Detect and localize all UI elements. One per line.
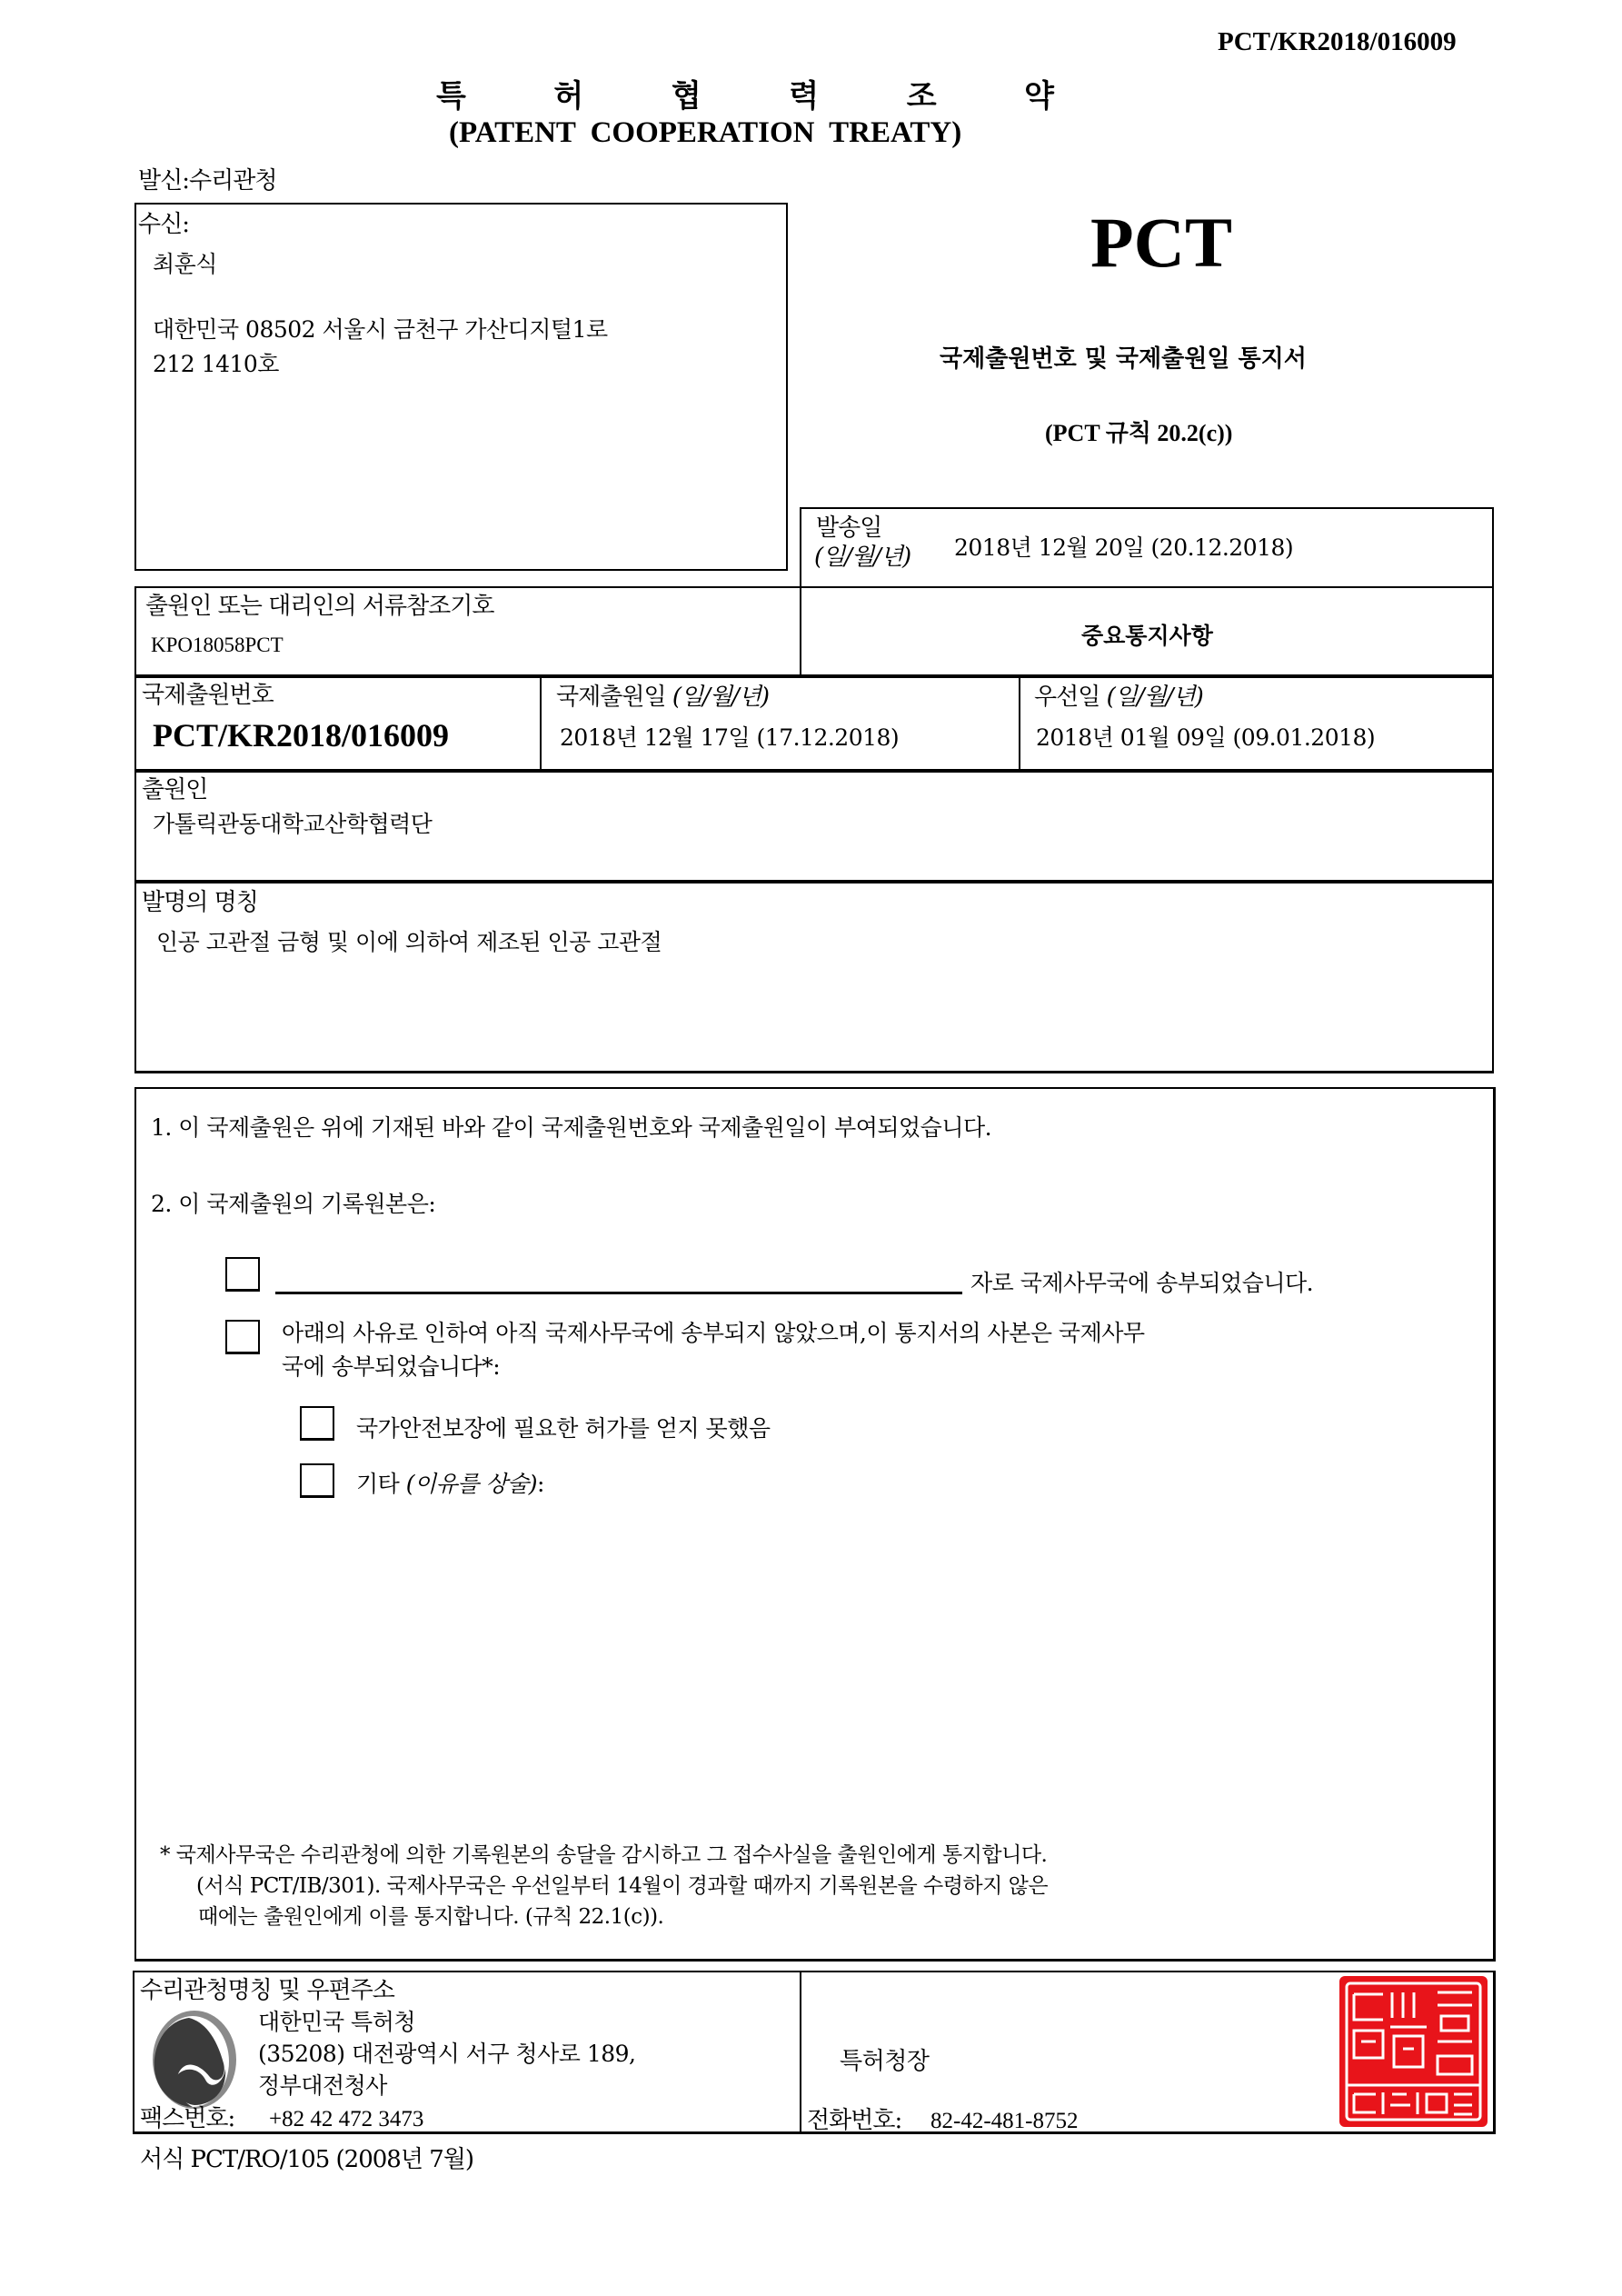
office-address-line2: 정부대전청사: [258, 2072, 387, 2099]
other-prefix: 기타: [356, 1471, 406, 1497]
checkbox-option-a[interactable]: [225, 1257, 260, 1292]
mailing-date-format: (일/월/년): [814, 544, 911, 571]
title-char: 약: [1024, 78, 1054, 115]
notice-item-1: 1. 이 국제출원은 위에 기재된 바와 같이 국제출원번호와 국제출원일이 부여되었습니다.: [151, 1114, 992, 1141]
option-b-text-line1: 아래의 사유로 인하여 아직 국제사무국에 송부되지 않았으며,이 통지서의 사본은 국제사무: [282, 1320, 1145, 1346]
government-logo-icon: [149, 2009, 240, 2111]
title-char: 협: [671, 78, 702, 115]
phone-label: 전화번호:: [807, 2107, 902, 2134]
application-number-value: PCT/KR2018/016009: [153, 717, 450, 754]
recipient-name: 최훈식: [153, 251, 217, 277]
fax-label: 팩스번호:: [140, 2105, 235, 2132]
reference-label: 출원인 또는 대리인의 서류참조기호: [145, 593, 494, 620]
footnote-line-1: * 국제사무국은 수리관청에 의한 기록원본의 송달을 감시하고 그 접수사실을 출원인에게 통지합니다.: [160, 1843, 1048, 1867]
footnote-line-2: (서식 PCT/IB/301). 국제사무국은 우선일부터 14월이 경과할 때까지 기록원본을 수령하지 않은: [196, 1874, 1049, 1898]
sub-option-other-text: [356, 1471, 544, 1498]
rule-reference: (PCT 규칙 20.2(c)): [1045, 420, 1233, 446]
phone-value: 82-42-481-8752: [930, 2109, 1079, 2133]
filing-date-value: 2018년 12월 17일 (17.12.2018): [560, 724, 900, 751]
office-name: 대한민국 특허청: [258, 2009, 415, 2035]
option-a-text: 자로 국제사무국에 송부되었습니다.: [970, 1270, 1314, 1296]
divider: [800, 1971, 801, 2134]
priority-date-format: (일/월/년): [1106, 684, 1203, 711]
pct-heading: PCT: [1090, 203, 1232, 282]
application-number-label: 국제출원번호: [142, 682, 274, 709]
divider: [800, 586, 801, 677]
notice-item-2: 2. 이 국제출원의 기록원본은:: [151, 1191, 436, 1217]
notice-title: 국제출원번호 및 국제출원일 통지서: [940, 345, 1307, 373]
applicant-label: 출원인: [142, 776, 208, 804]
filing-date-label: [556, 684, 769, 711]
mailing-date-label: 발송일: [816, 514, 882, 542]
recipient-address-line2: 212 1410호: [153, 351, 279, 377]
footnote-line-3: 때에는 출원인에게 이를 통지합니다. (규칙 22.1(c)).: [198, 1905, 664, 1929]
option-b-text-line2: 국에 송부되었습니다*:: [282, 1353, 501, 1380]
doc-number-top: PCT/KR2018/016009: [1218, 27, 1457, 56]
form-identifier: 서식 PCT/RO/105 (2008년 7월): [140, 2146, 474, 2173]
recipient-label: 수신:: [138, 211, 189, 238]
official-title: 특허청장: [840, 2048, 930, 2075]
other-suffix: :: [536, 1471, 544, 1497]
sub-option-security-text: 국가안전보장에 필요한 허가를 얻지 못했음: [356, 1415, 771, 1442]
divider: [1019, 676, 1020, 771]
important-notice: 중요통지사항: [1081, 623, 1213, 649]
applicant-value: 가톨릭관동대학교산학협력단: [153, 811, 433, 837]
invention-title-value: 인공 고관절 금형 및 이에 의하여 제조된 인공 고관절: [156, 929, 662, 955]
notice-body-box: [134, 1087, 1496, 1962]
title-english: (PATENT COOPERATION TREATY): [449, 116, 962, 149]
priority-date-value: 2018년 01월 09일 (09.01.2018): [1036, 724, 1376, 751]
date-blank-line: [275, 1292, 962, 1294]
filing-date-format: (일/월/년): [672, 684, 770, 711]
title-char: 조: [906, 78, 937, 115]
priority-date-label-text: 우선일: [1034, 684, 1100, 711]
title-char: 특: [436, 78, 466, 115]
mailing-date-value: 2018년 12월 20일 (20.12.2018): [954, 534, 1294, 561]
checkbox-option-b[interactable]: [225, 1320, 260, 1354]
other-italic: (이유를 상술): [405, 1471, 537, 1497]
checkbox-security-permission[interactable]: [300, 1406, 334, 1441]
office-label: 수리관청명칭 및 우편주소: [140, 1977, 394, 2004]
title-char: 력: [789, 78, 820, 115]
divider: [540, 676, 542, 771]
invention-title-label: 발명의 명칭: [142, 889, 258, 916]
title-char: 허: [553, 78, 584, 115]
checkbox-other-reason[interactable]: [300, 1463, 334, 1498]
office-address-line1: (35208) 대전광역시 서구 청사로 189,: [258, 2041, 636, 2067]
title-korean: [436, 71, 1054, 115]
recipient-address-line1: 대한민국 08502 서울시 금천구 가산디지털1로: [153, 316, 608, 343]
filing-date-label-text: 국제출원일: [556, 684, 666, 711]
reference-value: KPO18058PCT: [151, 634, 284, 656]
priority-date-label: [1034, 684, 1203, 711]
invention-title-row: [134, 882, 1494, 1073]
official-seal-icon: [1339, 1976, 1488, 2127]
fax-value: +82 42 472 3473: [269, 2107, 424, 2131]
recipient-box: [134, 203, 788, 571]
sender-label: 발신:수리관청: [138, 167, 277, 195]
